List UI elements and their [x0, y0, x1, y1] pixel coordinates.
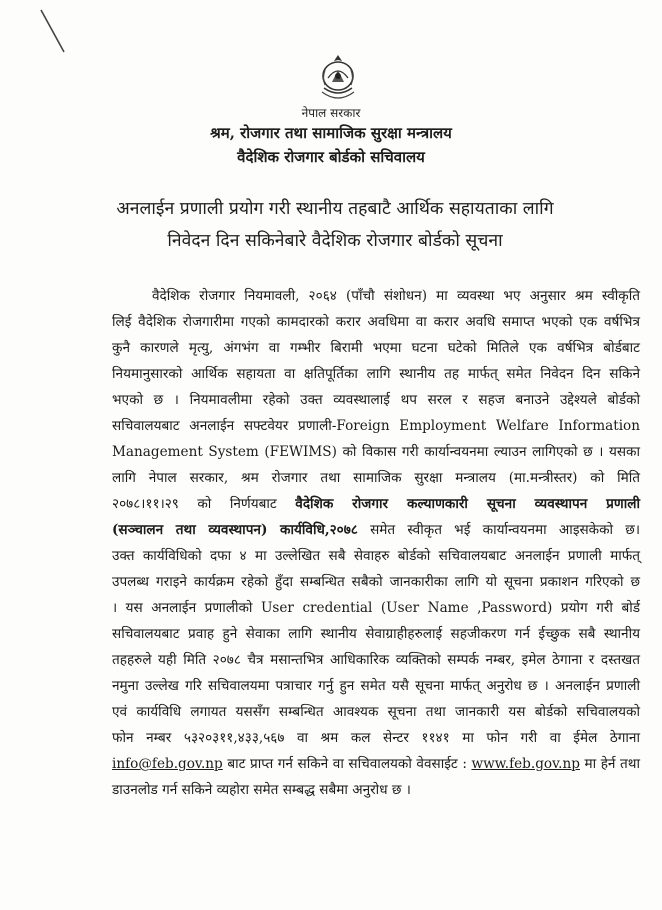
body-line: नमुना उल्लेख गरि सचिवालयमा पत्राचार गर्नु हुन समेत यसै सूचना मार्फत् अनुरोध छ । अनलाईन प्रणाली: [112, 678, 640, 694]
body-line: कुनै कारणले मृत्यु, अंगभंग वा गम्भीर बिरामी भएमा घटना घटेको मितिले एक वर्षभित्र बोर्डबाट: [112, 340, 640, 356]
body-line: उपलब्ध गराइने कार्यक्रम रहेको हुँदा सम्बन्धित सबैको जानकारीका लागि यो सूचना प्रकाशन गरिएको छ: [112, 574, 640, 590]
notice-title-line-2: निवेदन दिन सकिनेबारे वैदेशिक रोजगार बोर्डको सूचना: [167, 231, 503, 251]
procedure-name-bold-cont: (सञ्चालन तथा व्यवस्थापन) कार्यविधि,२०७८: [112, 522, 358, 538]
body-line: तहहरुले यही मिति २०७८ चैत्र मसान्तभित्र आधिकारिक व्यक्तिको सम्पर्क नम्बर, इमेल ठेगाना र दस्तखत: [112, 652, 640, 668]
body-line: नियमानुसारको आर्थिक सहायता वा क्षतिपूर्तिका लागि स्थानीय तह मार्फत् समेत निवेदन दिन सकिने: [112, 366, 640, 382]
board-secretariat-name: वैदेशिक रोजगार बोर्डको सचिवालय: [237, 148, 425, 166]
nepal-emblem-icon: [316, 52, 360, 104]
body-line: [112, 519, 640, 538]
website-outro-text: मा हेर्न तथा: [584, 756, 640, 772]
body-line: लिई वैदेशिक रोजगारीमा गएको कामदारको करार अवधिमा वा करार अवधि समाप्त भएको एक वर्षभित्र: [112, 314, 640, 330]
body-line: [112, 753, 640, 772]
body-line: एवं कार्यविधि लगायत यससँग सम्बन्धित आवश्यक सूचना तथा जानकारी यस बोर्डको सचिवालयको: [112, 704, 640, 720]
body-line: उक्त कार्यविधिको दफा ४ मा उल्लेखित सबै सेवाहरु बोर्डको सचिवालयबाट अनलाईन प्रणाली मार्फत्: [112, 548, 640, 564]
website-intro-text: बाट प्राप्त गर्न सकिने वा सचिवालयको वेवसाईट :: [227, 756, 467, 772]
body-line: [112, 493, 640, 512]
government-name: नेपाल सरकार: [301, 106, 361, 120]
approval-text: समेत स्वीकृत भई कार्यान्वयनमा आइसकेको छ।: [370, 522, 640, 538]
procedure-name-bold: वैदेशिक रोजगार कल्याणकारी सूचना व्यवस्थापन प्रणाली: [295, 496, 640, 512]
notice-title-line-1: अनलाईन प्रणाली प्रयोग गरी स्थानीय तहबाटै आर्थिक सहायताका लागि: [116, 199, 554, 219]
body-line: सचिवालयबाट प्रवाह हुने सेवाका लागि स्थानीय सेवाग्राहीहरुलाई सहजीकरण गर्न ईच्छुक सबै स्थानीय: [112, 626, 640, 642]
website-link[interactable]: www.feb.gov.np: [471, 756, 580, 772]
body-line: फोन नम्बर ५३२०३११,४३३,५६७ वा श्रम कल सेन्टर ११४१ मा फोन गरी वा ईमेल ठेगाना: [112, 730, 640, 746]
body-line: डाउनलोड गर्न सकिने व्यहोरा समेत सम्बद्ध सबैमा अनुरोध छ ।: [112, 782, 411, 798]
body-line: । यस अनलाईन प्रणालीको User credential (User Name ,Password) प्रयोग गरी बोर्ड: [112, 600, 640, 616]
body-line: सचिवालयबाट अनलाईन सफ्टवेयर प्रणाली-Foreign Employment Welfare Information: [112, 418, 640, 434]
ministry-name: श्रम, रोजगार तथा सामाजिक सुरक्षा मन्त्रालय: [210, 124, 452, 142]
body-line: Management System (FEWIMS) को विकास गरी कार्यान्वयनमा ल्याउन लागिएको छ । यसका: [112, 444, 640, 460]
body-line: लागि नेपाल सरकार, श्रम रोजगार तथा सामाजिक सुरक्षा मन्त्रालय (मा.मन्त्रीस्तर) को मिति: [112, 470, 640, 486]
decision-date-text: २०७८।११।२९ को निर्णयबाट: [112, 496, 277, 512]
body-line: वैदेशिक रोजगार नियमावली, २०६४ (पाँचौ संशोधन) मा व्यवस्था भए अनुसार श्रम स्वीकृति: [152, 288, 640, 304]
email-link[interactable]: info@feb.gov.np: [112, 756, 223, 772]
body-line: भएको छ । नियमावलीमा रहेको उक्त व्यवस्थालाई थप सरल र सहज बनाउने उद्देश्यले बोर्डको: [112, 392, 640, 408]
corner-fold-mark: [38, 8, 78, 56]
